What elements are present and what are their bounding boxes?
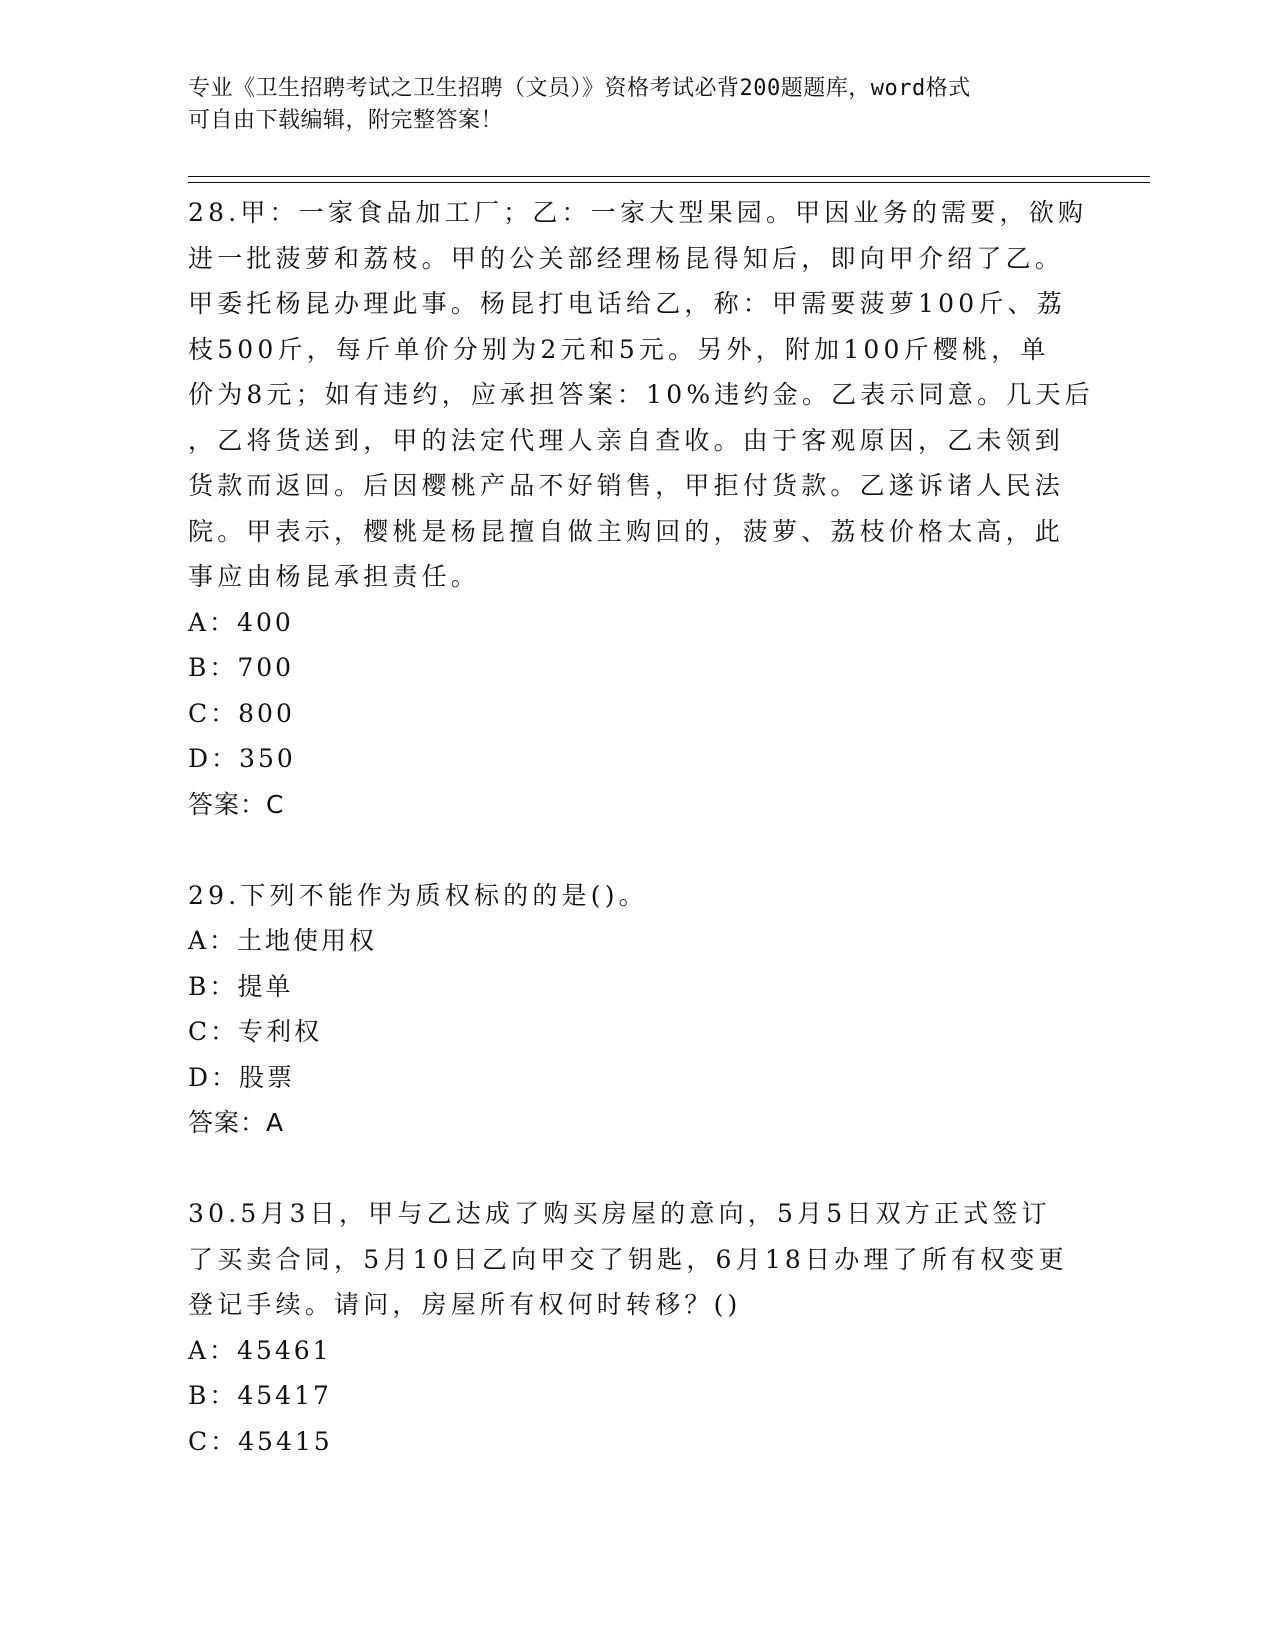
question-text-line: 甲委托杨昆办理此事。杨昆打电话给乙，称：甲需要菠萝100斤、荔: [188, 289, 1066, 318]
question-text-line: 了买卖合同，5月10日乙向甲交了钥匙，6月18日办理了所有权变更: [188, 1244, 1068, 1274]
question-text-line: ，乙将货送到，甲的法定代理人亲自查收。由于客观原因，乙未领到: [188, 425, 1065, 455]
question-spacer: [188, 1146, 1088, 1192]
option-d: D：350: [188, 744, 296, 773]
question-text-line: 事应由杨昆承担责任。: [188, 562, 481, 591]
option-c: C：45415: [188, 1426, 333, 1456]
answer-line: 答案：A: [188, 1108, 285, 1137]
question-list: [188, 190, 1094, 1464]
header-divider: [188, 176, 1150, 177]
option-a: A：400: [188, 607, 294, 637]
header-line: 可自由下载编辑，附完整答案！: [188, 108, 504, 133]
option-b: B：45417: [188, 1381, 332, 1410]
question-text-line: 进一批菠萝和荔枝。甲的公关部经理杨昆得知后，即向甲介绍了乙。: [188, 243, 1065, 273]
question-text-line: 院。甲表示，樱桃是杨昆擅自做主购回的，菠萝、荔枝价格太高，此: [188, 516, 1065, 546]
question-spacer: [188, 827, 1088, 873]
document-header: [188, 73, 1068, 137]
option-a: A：45461: [188, 1335, 332, 1365]
option-d: D：股票: [188, 1062, 296, 1092]
question-text-line: 登记手续。请问，房屋所有权何时转移？(): [188, 1290, 742, 1319]
question-29: [188, 873, 1088, 1146]
question-text-line: 枝500斤，每斤单价分别为2元和5元。另外，附加100斤樱桃，单: [188, 334, 1050, 364]
question-text-line: 30.5月3日，甲与乙达成了购买房屋的意向，5月5日双方正式签订: [188, 1199, 1051, 1228]
question-text-line: 28.甲：一家食品加工厂；乙：一家大型果园。甲因业务的需要，欲购: [188, 198, 1088, 227]
question-28: [188, 190, 1094, 827]
option-a: A：土地使用权: [188, 926, 378, 955]
option-b: B：700: [188, 653, 295, 682]
option-c: C：800: [188, 698, 295, 728]
header-divider: [188, 182, 1150, 183]
question-text-line: 29.下列不能作为质权标的的是()。: [188, 880, 648, 910]
option-b: B：提单: [188, 971, 294, 1001]
answer-line: 答案：C: [188, 789, 285, 819]
question-30: [188, 1191, 1088, 1464]
header-line: 专业《卫生招聘考试之卫生招聘（文员）》资格考试必背200题题库，word格式: [188, 76, 971, 101]
question-text-line: 价为8元；如有违约，应承担答案：10%违约金。乙表示同意。几天后: [188, 380, 1094, 409]
question-text-line: 货款而返回。后因樱桃产品不好销售，甲拒付货款。乙遂诉诸人民法: [188, 471, 1065, 500]
option-c: C：专利权: [188, 1017, 323, 1046]
